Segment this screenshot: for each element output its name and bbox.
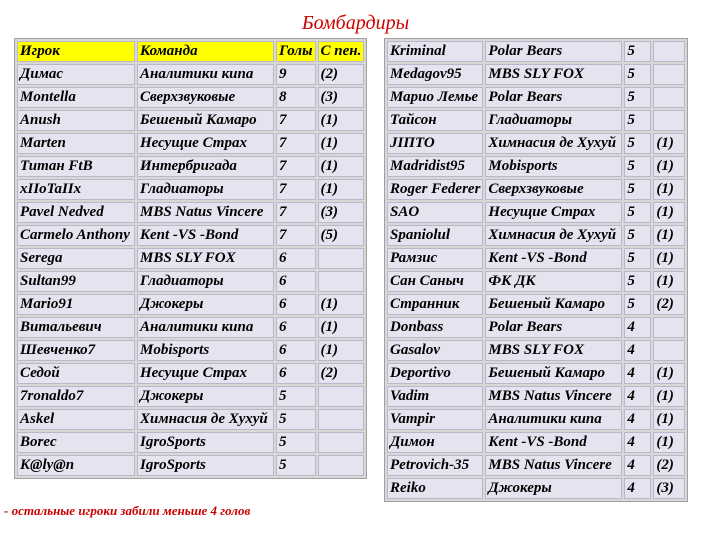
player-cell: Montella bbox=[17, 87, 135, 108]
team-cell: MBS Natus Vincere bbox=[485, 386, 622, 407]
player-cell: Димон bbox=[387, 432, 483, 453]
goals-cell: 5 bbox=[624, 202, 651, 223]
penalty-cell: (2) bbox=[318, 64, 365, 85]
player-cell: Димас bbox=[17, 64, 135, 85]
penalty-cell: (1) bbox=[318, 294, 365, 315]
goals-cell: 9 bbox=[276, 64, 316, 85]
penalty-cell: (1) bbox=[653, 409, 685, 430]
team-cell: Несущие Страх bbox=[137, 133, 274, 154]
table-row bbox=[387, 409, 685, 430]
player-cell: Anush bbox=[17, 110, 135, 131]
penalty-cell bbox=[653, 317, 685, 338]
table-row bbox=[17, 87, 364, 108]
team-cell: Бешеный Камаро bbox=[137, 110, 274, 131]
table-row bbox=[17, 294, 364, 315]
penalty-cell: (3) bbox=[318, 202, 365, 223]
table-row bbox=[387, 340, 685, 361]
player-cell: Deportivo bbox=[387, 363, 483, 384]
goals-cell: 5 bbox=[624, 179, 651, 200]
table-row bbox=[387, 294, 685, 315]
player-cell: Borec bbox=[17, 432, 135, 453]
team-cell: Mobisports bbox=[485, 156, 622, 177]
table-row bbox=[387, 455, 685, 476]
player-cell: Askel bbox=[17, 409, 135, 430]
team-cell: Kent -VS -Bond bbox=[485, 248, 622, 269]
team-cell: Несущие Страх bbox=[485, 202, 622, 223]
goals-cell: 5 bbox=[276, 409, 316, 430]
table-row bbox=[387, 133, 685, 154]
table-row bbox=[387, 317, 685, 338]
goals-cell: 5 bbox=[624, 64, 651, 85]
penalty-cell bbox=[653, 87, 685, 108]
table-row bbox=[17, 363, 364, 384]
goals-cell: 6 bbox=[276, 363, 316, 384]
goals-cell: 7 bbox=[276, 110, 316, 131]
penalty-cell: (1) bbox=[318, 179, 365, 200]
team-cell: Химнасия де Хухуй bbox=[137, 409, 274, 430]
team-cell: Mobisports bbox=[137, 340, 274, 361]
goals-cell: 4 bbox=[624, 432, 651, 453]
team-cell: Kent -VS -Bond bbox=[485, 432, 622, 453]
player-cell: Serega bbox=[17, 248, 135, 269]
goals-cell: 6 bbox=[276, 340, 316, 361]
table-row bbox=[387, 64, 685, 85]
team-cell: MBS SLY FOX bbox=[485, 340, 622, 361]
table-row bbox=[17, 271, 364, 292]
table-row bbox=[17, 455, 364, 476]
team-cell: IgroSports bbox=[137, 432, 274, 453]
penalty-cell: (3) bbox=[318, 87, 365, 108]
team-cell: Джокеры bbox=[137, 386, 274, 407]
table-row bbox=[387, 202, 685, 223]
goals-cell: 7 bbox=[276, 225, 316, 246]
table-row bbox=[17, 133, 364, 154]
penalty-cell bbox=[318, 248, 365, 269]
team-cell: Polar Bears bbox=[485, 87, 622, 108]
penalty-cell: (1) bbox=[653, 248, 685, 269]
goals-cell: 6 bbox=[276, 317, 316, 338]
table-row bbox=[17, 64, 364, 85]
team-cell: MBS SLY FOX bbox=[137, 248, 274, 269]
goals-cell: 5 bbox=[276, 386, 316, 407]
scorers-table-right bbox=[384, 38, 688, 502]
team-cell: Гладиаторы bbox=[137, 271, 274, 292]
player-cell: Gasalov bbox=[387, 340, 483, 361]
goals-cell: 5 bbox=[624, 87, 651, 108]
table-row bbox=[387, 271, 685, 292]
player-cell: Шевченко7 bbox=[17, 340, 135, 361]
team-cell: Polar Bears bbox=[485, 317, 622, 338]
table-row bbox=[387, 478, 685, 499]
table-row bbox=[17, 432, 364, 453]
table-row bbox=[387, 225, 685, 246]
header-team-cell: Команда bbox=[137, 41, 274, 62]
player-cell: Medagov95 bbox=[387, 64, 483, 85]
table-row bbox=[17, 409, 364, 430]
penalty-cell: (1) bbox=[318, 110, 365, 131]
goals-cell: 7 bbox=[276, 133, 316, 154]
player-cell: Reiko bbox=[387, 478, 483, 499]
penalty-cell bbox=[653, 110, 685, 131]
team-cell: Polar Bears bbox=[485, 41, 622, 62]
penalty-cell: (2) bbox=[653, 294, 685, 315]
team-cell: Бешеный Камаро bbox=[485, 363, 622, 384]
team-cell: Бешеный Камаро bbox=[485, 294, 622, 315]
team-cell: Аналитики кипа bbox=[485, 409, 622, 430]
player-cell: Сан Саныч bbox=[387, 271, 483, 292]
goals-cell: 6 bbox=[276, 294, 316, 315]
team-cell: MBS Natus Vincere bbox=[485, 455, 622, 476]
player-cell: Pavel Nedved bbox=[17, 202, 135, 223]
table-row bbox=[17, 156, 364, 177]
player-cell: Рамзис bbox=[387, 248, 483, 269]
player-cell: Титан FtB bbox=[17, 156, 135, 177]
goals-cell: 6 bbox=[276, 248, 316, 269]
player-cell: Витальевич bbox=[17, 317, 135, 338]
goals-cell: 4 bbox=[624, 340, 651, 361]
goals-cell: 5 bbox=[624, 248, 651, 269]
goals-cell: 4 bbox=[624, 386, 651, 407]
table-row bbox=[17, 179, 364, 200]
table-row bbox=[17, 386, 364, 407]
team-cell: Несущие Страх bbox=[137, 363, 274, 384]
table-row bbox=[17, 110, 364, 131]
goals-cell: 5 bbox=[624, 41, 651, 62]
player-cell: Sultan99 bbox=[17, 271, 135, 292]
team-cell: Гладиаторы bbox=[137, 179, 274, 200]
player-cell: Странник bbox=[387, 294, 483, 315]
penalty-cell: (1) bbox=[318, 156, 365, 177]
penalty-cell: (1) bbox=[653, 179, 685, 200]
table-row bbox=[387, 386, 685, 407]
goals-cell: 4 bbox=[624, 455, 651, 476]
table-row bbox=[387, 156, 685, 177]
header-goals-cell: Голы bbox=[276, 41, 316, 62]
header-player-cell: Игрок bbox=[17, 41, 135, 62]
player-cell: 7ronaldo7 bbox=[17, 386, 135, 407]
penalty-cell: (1) bbox=[318, 340, 365, 361]
goals-cell: 4 bbox=[624, 478, 651, 499]
goals-cell: 4 bbox=[624, 363, 651, 384]
table-row bbox=[387, 363, 685, 384]
penalty-cell bbox=[318, 271, 365, 292]
team-cell: Сверхзвуковые bbox=[137, 87, 274, 108]
team-cell: ФК ДК bbox=[485, 271, 622, 292]
penalty-cell bbox=[653, 340, 685, 361]
goals-cell: 6 bbox=[276, 271, 316, 292]
goals-cell: 4 bbox=[624, 317, 651, 338]
table-row bbox=[387, 41, 685, 62]
penalty-cell bbox=[653, 41, 685, 62]
penalty-cell: (1) bbox=[653, 156, 685, 177]
player-cell: SAO bbox=[387, 202, 483, 223]
player-cell: Carmelo Anthony bbox=[17, 225, 135, 246]
team-cell: Гладиаторы bbox=[485, 110, 622, 131]
player-cell: Marten bbox=[17, 133, 135, 154]
penalty-cell: (1) bbox=[653, 386, 685, 407]
team-cell: Аналитики кипа bbox=[137, 317, 274, 338]
goals-cell: 8 bbox=[276, 87, 316, 108]
penalty-cell bbox=[318, 409, 365, 430]
penalty-cell bbox=[318, 432, 365, 453]
header-penalty-cell: С пен. bbox=[318, 41, 365, 62]
player-cell: Vampir bbox=[387, 409, 483, 430]
penalty-cell: (2) bbox=[653, 455, 685, 476]
team-cell: Джокеры bbox=[137, 294, 274, 315]
player-cell: Седой bbox=[17, 363, 135, 384]
table-row bbox=[387, 110, 685, 131]
goals-cell: 5 bbox=[624, 294, 651, 315]
penalty-cell: (1) bbox=[653, 225, 685, 246]
team-cell: IgroSports bbox=[137, 455, 274, 476]
player-cell: Spaniolul bbox=[387, 225, 483, 246]
table-row bbox=[387, 179, 685, 200]
penalty-cell bbox=[653, 64, 685, 85]
goals-cell: 7 bbox=[276, 179, 316, 200]
player-cell: Roger Federer bbox=[387, 179, 483, 200]
table-row bbox=[17, 340, 364, 361]
penalty-cell: (5) bbox=[318, 225, 365, 246]
table-row bbox=[17, 317, 364, 338]
player-cell: Тайсон bbox=[387, 110, 483, 131]
player-cell: Марио Лемье bbox=[387, 87, 483, 108]
goals-cell: 5 bbox=[624, 225, 651, 246]
goals-cell: 5 bbox=[624, 271, 651, 292]
penalty-cell: (1) bbox=[318, 133, 365, 154]
table-header-row bbox=[17, 41, 364, 62]
goals-cell: 5 bbox=[624, 133, 651, 154]
player-cell: Petrovich-35 bbox=[387, 455, 483, 476]
penalty-cell: (2) bbox=[318, 363, 365, 384]
scorers-table-left bbox=[14, 38, 367, 479]
penalty-cell: (1) bbox=[653, 202, 685, 223]
team-cell: MBS Natus Vincere bbox=[137, 202, 274, 223]
table-row bbox=[387, 432, 685, 453]
team-cell: Химнасия де Хухуй bbox=[485, 225, 622, 246]
goals-cell: 7 bbox=[276, 156, 316, 177]
team-cell: Сверхзвуковые bbox=[485, 179, 622, 200]
team-cell: Интербригада bbox=[137, 156, 274, 177]
goals-cell: 5 bbox=[624, 110, 651, 131]
goals-cell: 5 bbox=[276, 455, 316, 476]
penalty-cell: (1) bbox=[653, 271, 685, 292]
table-row bbox=[17, 202, 364, 223]
player-cell: K@ly@n bbox=[17, 455, 135, 476]
player-cell: Kriminal bbox=[387, 41, 483, 62]
player-cell: Madridist95 bbox=[387, 156, 483, 177]
team-cell: Химнасия де Хухуй bbox=[485, 133, 622, 154]
goals-cell: 5 bbox=[624, 156, 651, 177]
table-row bbox=[387, 248, 685, 269]
penalty-cell bbox=[318, 386, 365, 407]
team-cell: Джокеры bbox=[485, 478, 622, 499]
penalty-cell: (3) bbox=[653, 478, 685, 499]
player-cell: xIIoTaIIx bbox=[17, 179, 135, 200]
penalty-cell: (1) bbox=[653, 363, 685, 384]
goals-cell: 4 bbox=[624, 409, 651, 430]
table-row bbox=[387, 87, 685, 108]
team-cell: Kent -VS -Bond bbox=[137, 225, 274, 246]
penalty-cell: (1) bbox=[318, 317, 365, 338]
footnote: - остальные игроки забили меньше 4 голов bbox=[4, 503, 251, 518]
team-cell: Аналитики кипа bbox=[137, 64, 274, 85]
page-title: Бомбардиры bbox=[301, 12, 410, 34]
penalty-cell: (1) bbox=[653, 432, 685, 453]
penalty-cell bbox=[318, 455, 365, 476]
player-cell: JIПTO bbox=[387, 133, 483, 154]
penalty-cell: (1) bbox=[653, 133, 685, 154]
table-row bbox=[17, 225, 364, 246]
player-cell: Donbass bbox=[387, 317, 483, 338]
team-cell: MBS SLY FOX bbox=[485, 64, 622, 85]
player-cell: Vadim bbox=[387, 386, 483, 407]
goals-cell: 5 bbox=[276, 432, 316, 453]
player-cell: Mario91 bbox=[17, 294, 135, 315]
goals-cell: 7 bbox=[276, 202, 316, 223]
table-row bbox=[17, 248, 364, 269]
